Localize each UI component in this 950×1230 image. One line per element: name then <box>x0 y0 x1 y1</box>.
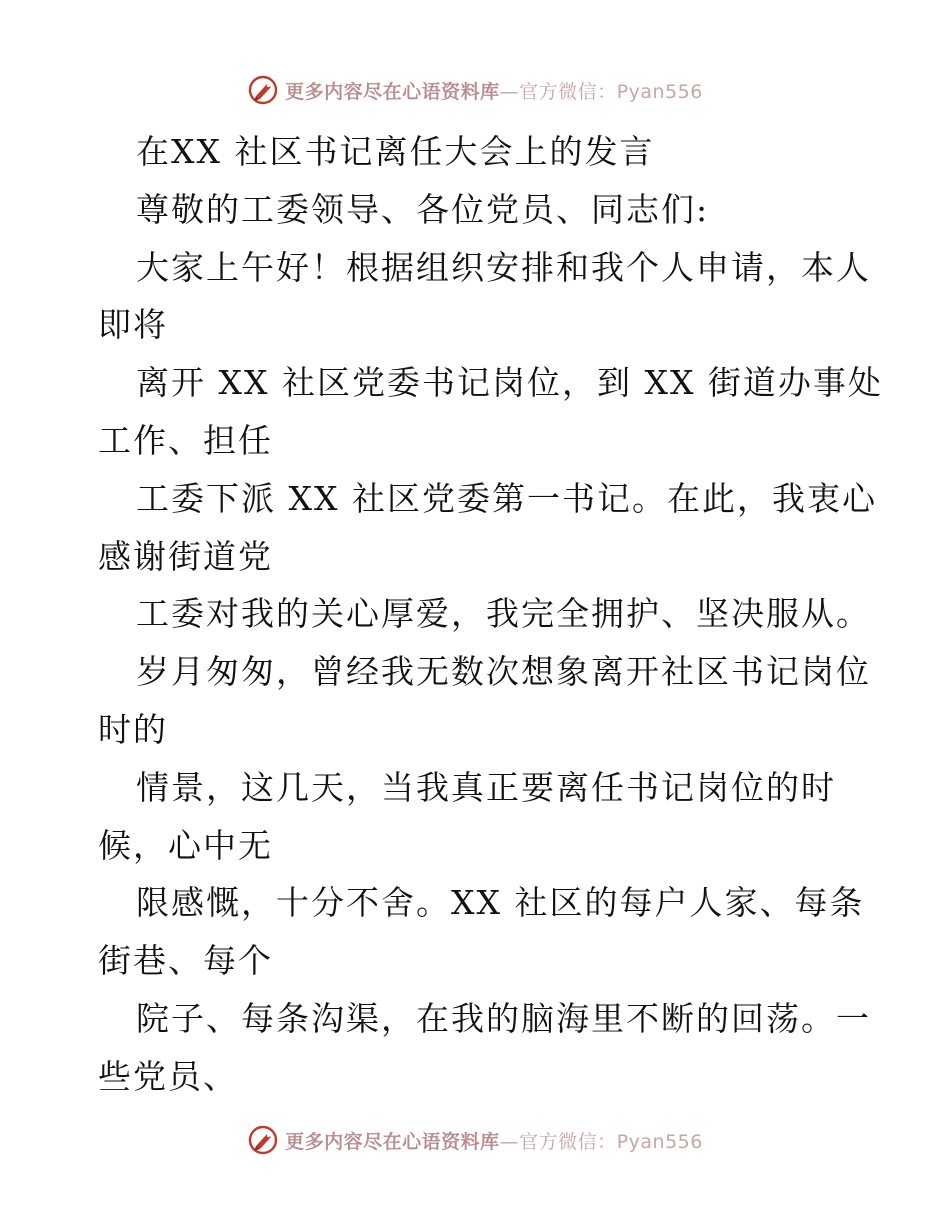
watermark-text <box>285 77 703 104</box>
text-line: 些党员、 <box>98 1056 238 1096</box>
watermark-contact-id: Pyan556 <box>616 80 703 103</box>
watermark-contact-id: Pyan556 <box>616 1130 703 1153</box>
footer-watermark <box>0 1120 950 1160</box>
pen-nib-logo-icon <box>247 74 279 106</box>
text-line: 候，心中无 <box>98 825 273 865</box>
watermark-separator: — <box>499 1130 520 1153</box>
watermark-separator: — <box>499 80 520 103</box>
watermark-contact-label: 官方微信： <box>519 1130 617 1153</box>
text-line: 工作、担任 <box>98 420 273 460</box>
pen-nib-logo-icon <box>247 1124 279 1156</box>
watermark-brand: 更多内容尽在心语资料库 <box>285 1130 500 1153</box>
watermark-brand: 更多内容尽在心语资料库 <box>285 80 500 103</box>
document-title: 在XX 社区书记离任大会上的发言 <box>136 132 655 171</box>
header-watermark <box>0 70 950 110</box>
watermark-contact-label: 官方微信： <box>519 80 617 103</box>
text-line: 大家上午好！根据组织安排和我个人申请，本人 <box>136 247 871 287</box>
text-line: 尊敬的工委领导、各位党员、同志们: <box>136 189 710 229</box>
text-line: 离开 XX 社区党委书记岗位，到 XX 街道办事处 <box>136 363 883 403</box>
text-line: 即将 <box>98 305 168 345</box>
text-line: 院子、每条沟渠，在我的脑海里不断的回荡。一 <box>136 998 871 1038</box>
text-line: 街巷、每个 <box>98 941 273 981</box>
text-line: 岁月匆匆，曾经我无数次想象离开社区书记岗位 <box>136 652 871 692</box>
watermark-text <box>285 1127 703 1154</box>
text-line: 时的 <box>98 709 168 749</box>
text-line: 工委下派 XX 社区党委第一书记。在此，我衷心 <box>136 478 877 518</box>
text-line: 情景，这几天，当我真正要离任书记岗位的时 <box>136 767 836 807</box>
text-line: 感谢街道党 <box>98 536 273 576</box>
text-line: 限感慨，十分不舍。XX 社区的每户人家、每条 <box>136 883 865 923</box>
text-line: 工委对我的关心厚爱，我完全拥护、坚决服从。 <box>136 594 871 634</box>
document-body <box>98 123 883 1106</box>
